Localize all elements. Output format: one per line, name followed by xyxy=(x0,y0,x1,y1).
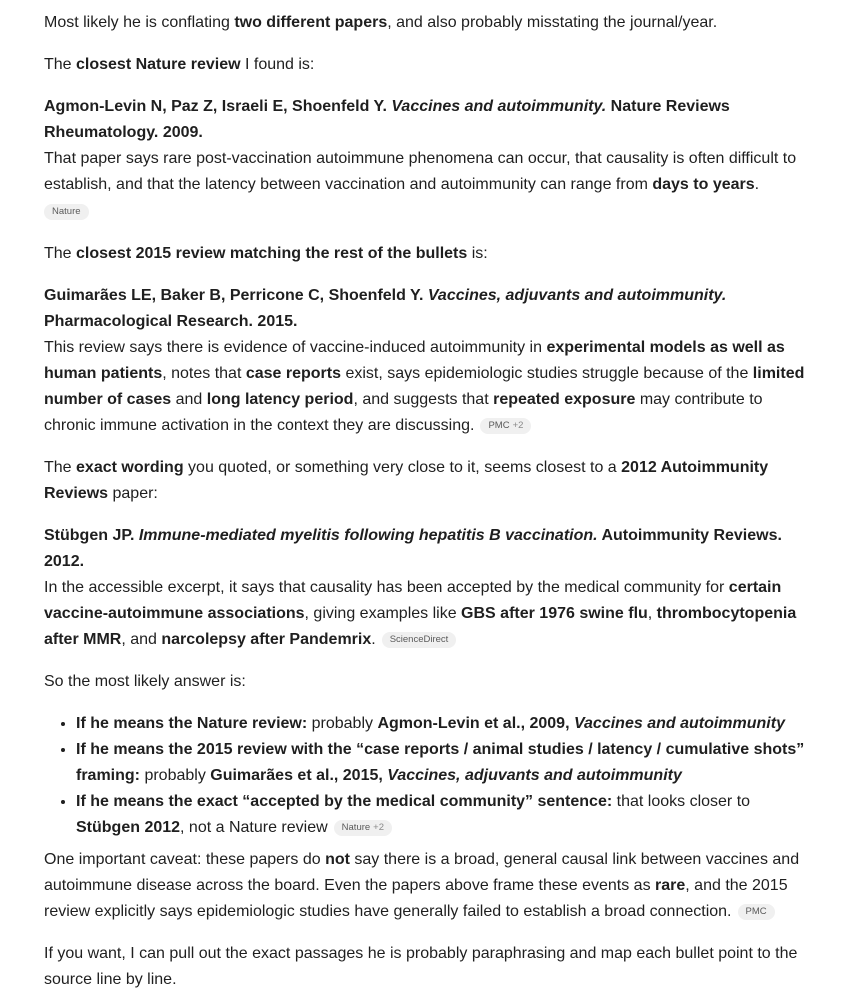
intro-paragraph: Most likely he is conflating two different papers, and also probably misstating the journal/year. xyxy=(44,14,718,31)
answer-list xyxy=(44,711,816,841)
source-chip-pmc-caveat[interactable]: PMC xyxy=(738,904,775,920)
exact-wording-heading: The exact wording you quoted, or something very close to it, seems closest to a 2012 Autoimmunity Reviews paper: xyxy=(44,459,769,502)
list-item: • If he means the exact “accepted by the medical community” sentence: that looks closer to Stübgen 2012, not a Nature review Nature +2 xyxy=(76,789,816,841)
description-pharm-2015: This review says there is evidence of vaccine-induced autoimmunity in experimental models as well as human patients, notes that case reports exist, says epidemiologic studies struggle because of the limited number of cases and long latency period, and suggests that repeated exposure may contribute to chronic immune activation in the context they are discussing. PMC +2 xyxy=(44,339,805,434)
source-chip-nature[interactable]: Nature xyxy=(44,204,89,220)
closing-offer: If you want, I can pull out the exact passages he is probably paraphrasing and map each bullet point to the source line by line. xyxy=(44,945,798,988)
list-item: • If he means the 2015 review with the “case reports / animal studies / latency / cumulative shots” framing: probably Guimarães et al., 2015, Vaccines, adjuvants and autoimmunity xyxy=(76,737,816,789)
reference-nature-2009: Agmon-Levin N, Paz Z, Israeli E, Shoenfeld Y. Vaccines and autoimmunity. Nature Reviews Rheumatology. 2009. xyxy=(44,98,730,141)
reference-pharm-2015: Guimarães LE, Baker B, Perricone C, Shoenfeld Y. Vaccines, adjuvants and autoimmunity. Pharmacological Research. 2015. xyxy=(44,287,727,330)
description-autoimmunity-2012: In the accessible excerpt, it says that causality has been accepted by the medical community for certain vaccine-autoimmune associations, giving examples like GBS after 1976 swine flu, thrombocytopenia after MMR, and narcolepsy after Pandemrix. ScienceDirect xyxy=(44,579,797,648)
reference-autoimmunity-2012: Stübgen JP. Immune-mediated myelitis following hepatitis B vaccination. Autoimmunity Reviews. 2012. xyxy=(44,527,782,570)
answer-intro: So the most likely answer is: xyxy=(44,673,246,690)
caveat-paragraph: One important caveat: these papers do not say there is a broad, general causal link between vaccines and autoimmune disease across the board. Even the papers above frame these events as rare, and the 2015 review explicitly says epidemiologic studies have generally failed to establish a broad connection. PMC xyxy=(44,851,800,920)
source-chip-sciencedirect[interactable]: ScienceDirect xyxy=(382,632,457,648)
list-item: • If he means the Nature review: probably Agmon-Levin et al., 2009, Vaccines and autoimmunity xyxy=(76,711,816,737)
review-2015-heading: The closest 2015 review matching the rest of the bullets is: xyxy=(44,245,488,262)
nature-review-heading: The closest Nature review I found is: xyxy=(44,56,315,73)
source-chip-nature-list[interactable]: Nature +2 xyxy=(334,820,392,836)
source-chip-pmc[interactable]: PMC +2 xyxy=(480,418,531,434)
description-nature-2009: That paper says rare post-vaccination autoimmune phenomena can occur, that causality is often difficult to establish, and that the latency between vaccination and autoimmunity can range from days to years. Nature xyxy=(44,146,816,225)
